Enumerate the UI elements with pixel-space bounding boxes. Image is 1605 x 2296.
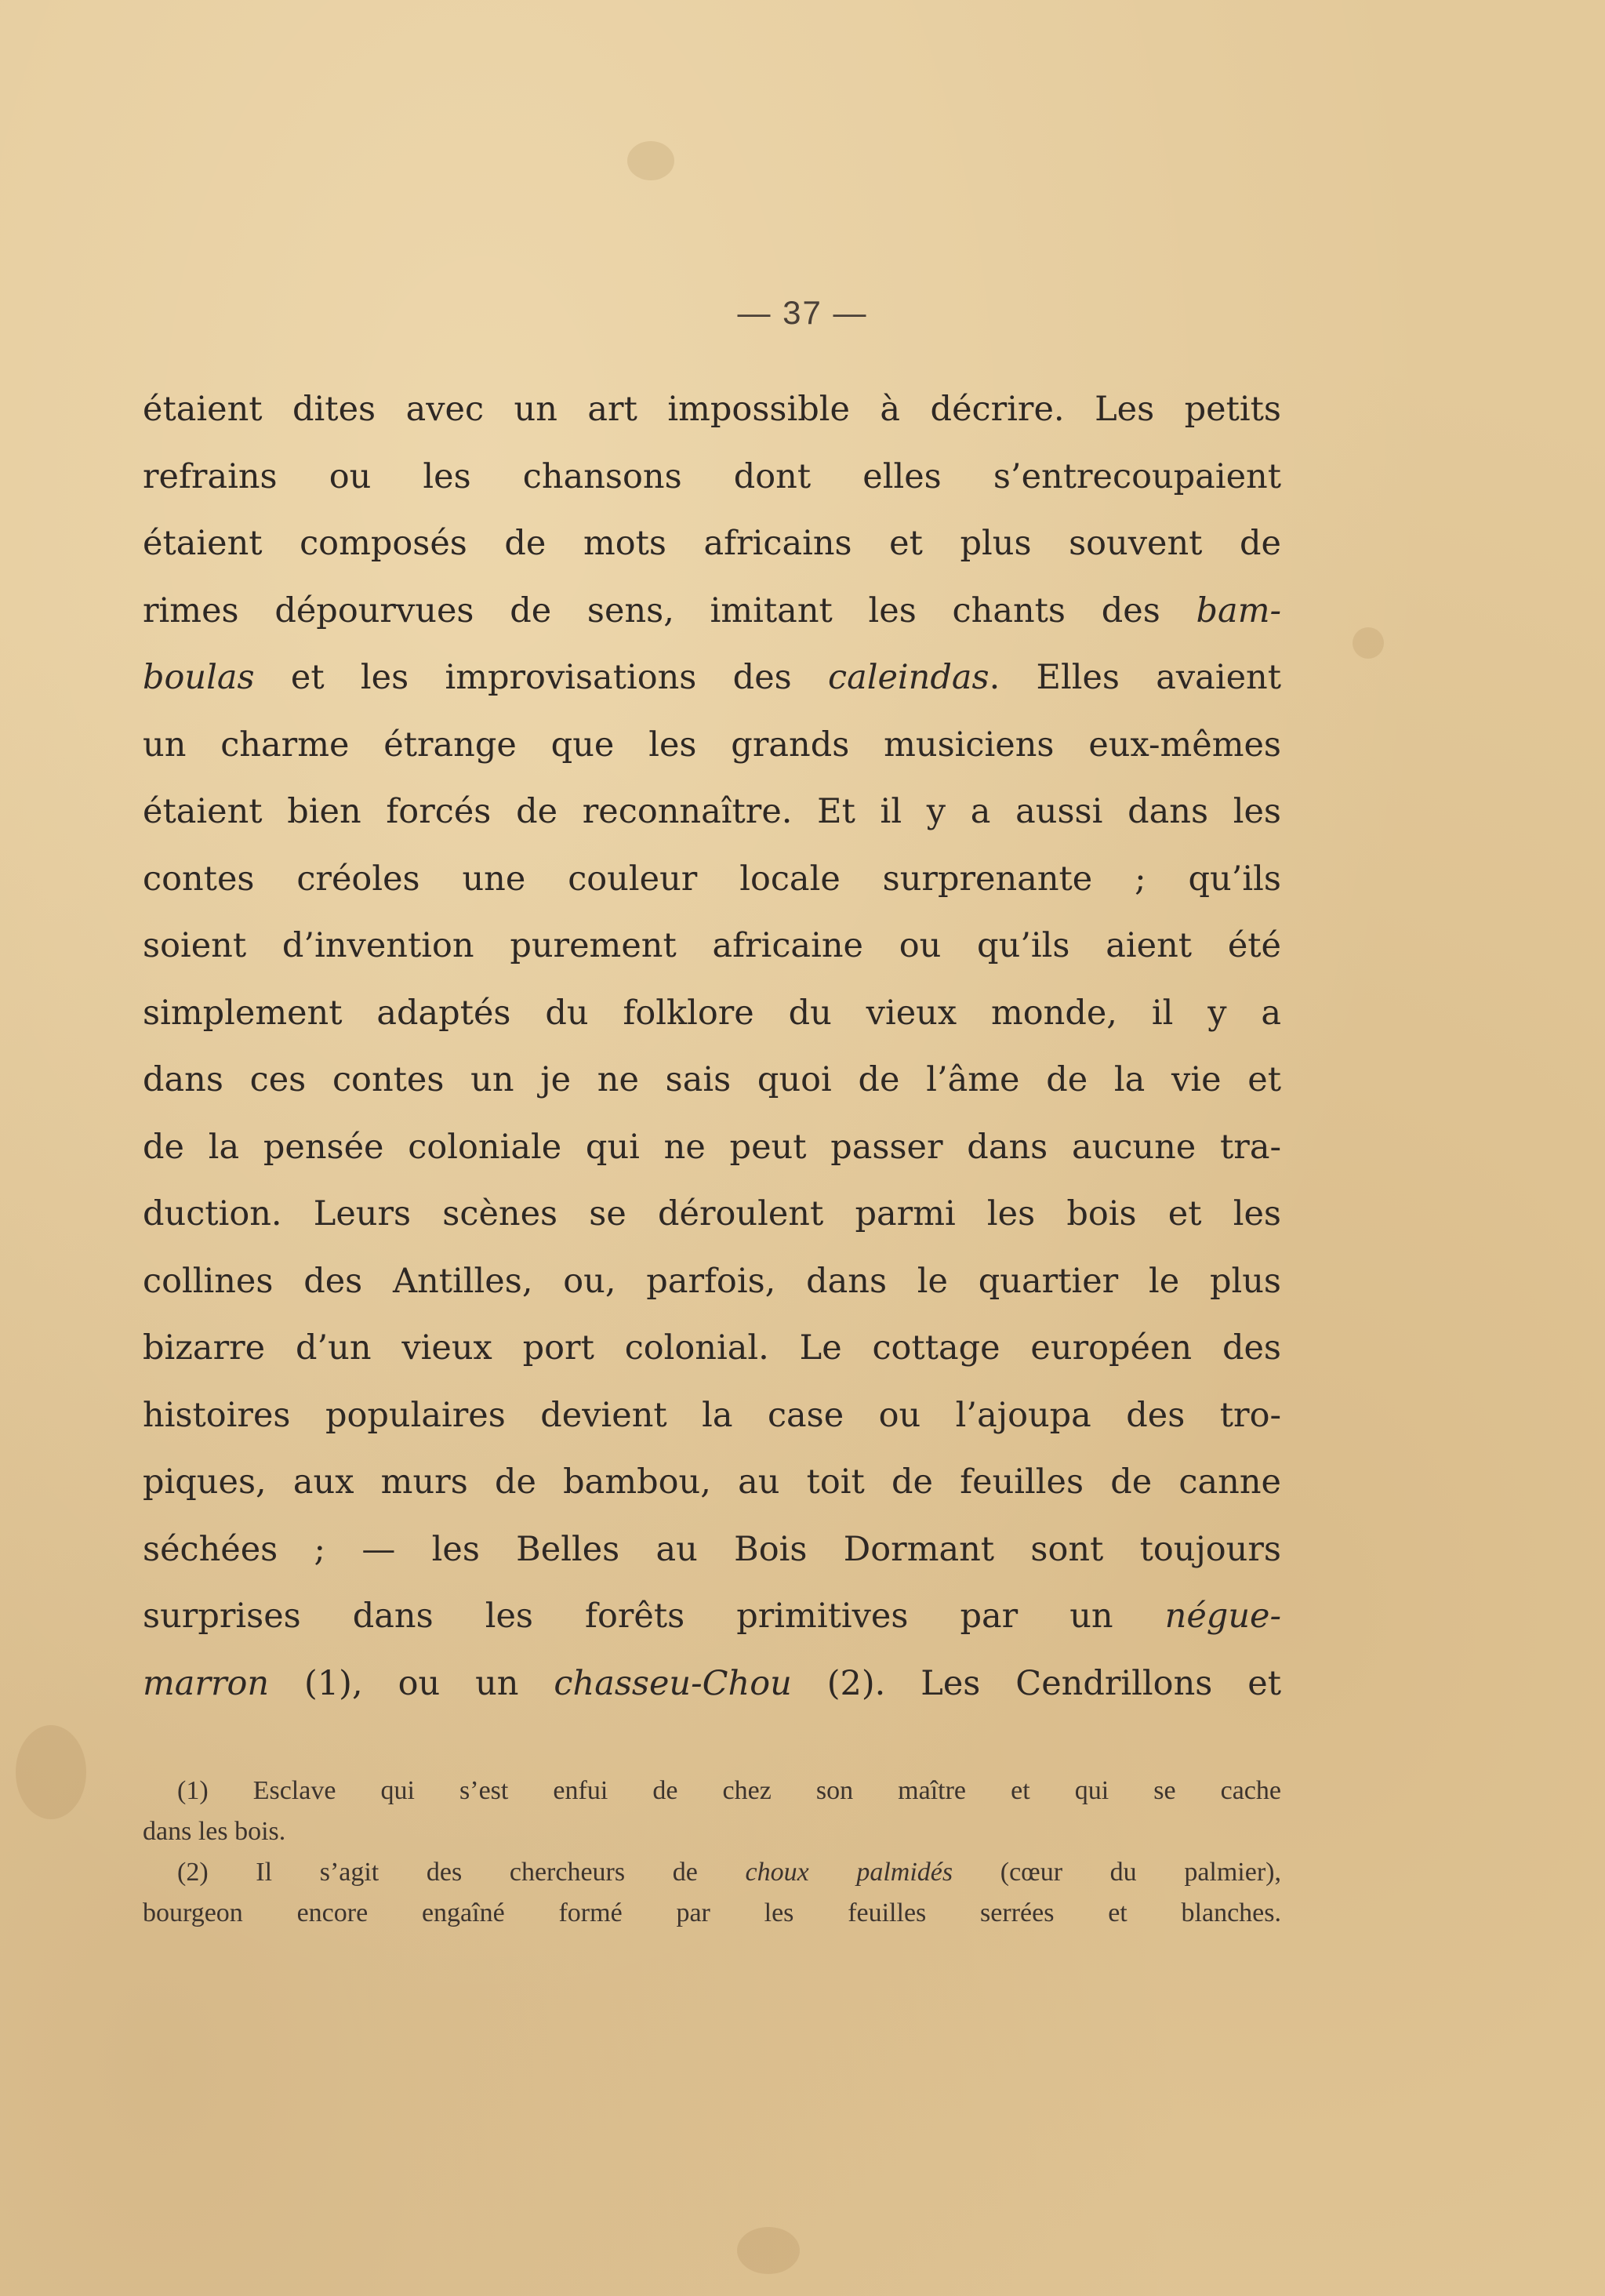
text-line — [143, 645, 1281, 712]
text-line: soient d’invention purement africaine ou qu’ils aient été — [143, 926, 1281, 965]
italic-term: caleindas — [828, 658, 990, 697]
text-line: refrains ou les chansons dont elles s’entrecoupaient — [143, 456, 1281, 496]
text-line: piques, aux murs de bambou, au toit de feuilles de canne — [143, 1462, 1281, 1502]
text-line — [143, 578, 1281, 645]
text-span: . Elles avaient — [989, 658, 1281, 697]
text-line: étaient dites avec un art impossible à décrire. Les petits — [143, 390, 1281, 429]
text-span: (cœur du palmier), — [953, 1858, 1281, 1887]
italic-term: chasseu-Chou — [554, 1663, 792, 1703]
italic-term: marron — [143, 1663, 270, 1703]
paper-stain — [627, 141, 674, 180]
footnote-1-line-1: (1) Esclave qui s’est enfui de chez son maître et qui se cache — [177, 1776, 1281, 1805]
paper-stain — [1353, 627, 1384, 659]
text-line: histoires populaires devient la case ou l’ajoupa des tro- — [143, 1395, 1281, 1435]
paper-stain — [16, 1725, 86, 1819]
text-line: de la pensée coloniale qui ne peut passer dans aucune tra- — [143, 1127, 1281, 1167]
text-line: duction. Leurs scènes se déroulent parmi les bois et les — [143, 1194, 1281, 1233]
text-span: (2) Il s’agit des chercheurs de — [177, 1858, 746, 1887]
text-line: séchées ; — les Belles au Bois Dormant sont toujours — [143, 1529, 1281, 1569]
text-line: collines des Antilles, ou, parfois, dans le quartier le plus — [143, 1261, 1281, 1301]
paper-stain — [737, 2227, 800, 2274]
text-line — [143, 1583, 1281, 1651]
footnote-1-line-2: dans les bois. — [143, 1817, 286, 1846]
text-line: contes créoles une couleur locale surprenante ; qu’ils — [143, 859, 1281, 899]
text-line: étaient composés de mots africains et plus souvent de — [143, 524, 1281, 563]
text-line — [143, 1651, 1281, 1718]
text-span: (2). Les Cendrillons et — [791, 1663, 1281, 1703]
text-span: (1), ou un — [269, 1663, 554, 1703]
italic-term: négue- — [1164, 1597, 1281, 1636]
text-span: et les improvisations des — [254, 658, 828, 697]
footnote-2-line-1 — [143, 1852, 1281, 1893]
footnotes — [143, 1771, 1281, 1934]
page-number: — 37 — — [737, 294, 868, 331]
text-span: surprises dans les forêts primitives par un — [143, 1597, 1165, 1636]
italic-term: choux palmidés — [745, 1858, 953, 1887]
text-line: un charme étrange que les grands musiciens eux-mêmes — [143, 725, 1281, 765]
main-paragraph — [143, 376, 1281, 1717]
text-line: dans ces contes un je ne sais quoi de l’âme de la vie et — [143, 1060, 1281, 1099]
text-span: rimes dépourvues de sens, imitant les chants des — [143, 590, 1196, 630]
text-line: étaient bien forcés de reconnaître. Et il y a aussi dans les — [143, 792, 1281, 831]
text-line: bizarre d’un vieux port colonial. Le cottage européen des — [143, 1328, 1281, 1368]
italic-term: boulas — [143, 658, 255, 697]
footnote-2-line-2: bourgeon encore engaîné formé par les feuilles serrées et blanches. — [143, 1898, 1281, 1927]
italic-term: bam- — [1196, 590, 1281, 630]
text-line: simplement adaptés du folklore du vieux monde, il y a — [143, 993, 1281, 1033]
